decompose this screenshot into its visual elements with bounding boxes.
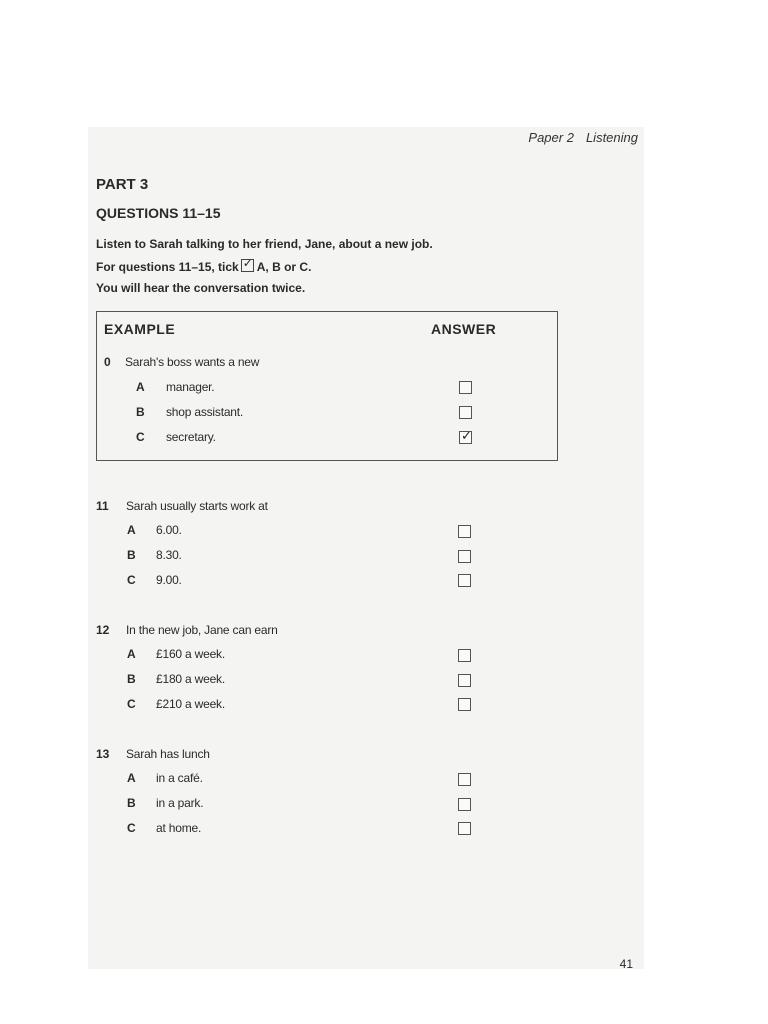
question-12-option-a-checkbox[interactable] xyxy=(458,649,471,662)
page-header xyxy=(528,130,638,145)
part-title: PART 3 xyxy=(96,176,149,193)
question-13-option-c-checkbox[interactable] xyxy=(458,822,471,835)
question-12-option-b-checkbox[interactable] xyxy=(458,674,471,687)
question-11-option-c-checkbox[interactable] xyxy=(458,574,471,587)
example-option-b-checkbox[interactable] xyxy=(459,406,472,419)
example-number: 0 xyxy=(104,355,111,369)
question-13-option-c-text: at home. xyxy=(156,821,202,835)
question-11-option-b-letter: B xyxy=(127,548,136,562)
question-11-option-a-text: 6.00. xyxy=(156,523,182,537)
example-label: EXAMPLE xyxy=(104,321,176,337)
instruction-line-2-post: A, B or C. xyxy=(256,260,312,274)
example-option-c-letter: C xyxy=(136,430,145,444)
question-12-option-b-text: £180 a week. xyxy=(156,672,225,686)
question-11-number: 11 xyxy=(96,499,109,513)
example-option-a-text: manager. xyxy=(166,380,215,394)
example-option-c-text: secretary. xyxy=(166,430,216,444)
example-option-c-checkbox[interactable] xyxy=(459,428,472,444)
instruction-line-1: Listen to Sarah talking to her friend, Jane, about a new job. xyxy=(96,237,433,251)
page-number: 41 xyxy=(619,957,633,971)
example-option-b-text: shop assistant. xyxy=(166,405,244,419)
question-11-option-c-text: 9.00. xyxy=(156,573,182,587)
check-mark-icon: ✓ xyxy=(461,428,472,443)
question-11-option-c-letter: C xyxy=(127,573,136,587)
question-12-option-c-letter: C xyxy=(127,697,136,711)
example-stem: Sarah's boss wants a new xyxy=(125,355,260,369)
instruction-line-2 xyxy=(96,256,312,274)
question-13-option-b-text: in a park. xyxy=(156,796,204,810)
example-option-a-checkbox[interactable] xyxy=(459,381,472,394)
question-13-option-a-letter: A xyxy=(127,771,136,785)
example-option-a-letter: A xyxy=(136,380,145,394)
question-13-option-b-checkbox[interactable] xyxy=(458,798,471,811)
question-13-number: 13 xyxy=(96,747,110,761)
question-13-option-b-letter: B xyxy=(127,796,136,810)
paper-label: Paper 2 xyxy=(528,130,574,145)
tick-box-icon: ✓ xyxy=(242,256,253,270)
question-13-stem: Sarah has lunch xyxy=(126,747,210,761)
instruction-line-2-pre: For questions 11–15, tick xyxy=(96,260,239,274)
question-12-number: 12 xyxy=(96,623,110,637)
instruction-line-3: You will hear the conversation twice. xyxy=(96,281,306,295)
section-label: Listening xyxy=(585,130,638,145)
question-11-stem: Sarah usually starts work at xyxy=(126,499,268,513)
question-12-stem: In the new job, Jane can earn xyxy=(126,623,278,637)
question-11-option-b-checkbox[interactable] xyxy=(458,550,471,563)
question-11-option-b-text: 8.30. xyxy=(156,548,182,562)
answer-label: ANSWER xyxy=(431,321,497,337)
questions-title: QUESTIONS 11–15 xyxy=(96,205,221,221)
question-13-option-c-letter: C xyxy=(127,821,136,835)
question-13-option-a-checkbox[interactable] xyxy=(458,773,471,786)
example-option-b-letter: B xyxy=(136,405,145,419)
question-12-option-b-letter: B xyxy=(127,672,136,686)
question-11-option-a-checkbox[interactable] xyxy=(458,525,471,538)
question-12-option-a-letter: A xyxy=(127,647,136,661)
question-12-option-c-text: £210 a week. xyxy=(156,697,225,711)
question-13-option-a-text: in a café. xyxy=(156,771,203,785)
question-11-option-a-letter: A xyxy=(127,523,136,537)
question-12-option-c-checkbox[interactable] xyxy=(458,698,471,711)
question-12-option-a-text: £160 a week. xyxy=(156,647,225,661)
